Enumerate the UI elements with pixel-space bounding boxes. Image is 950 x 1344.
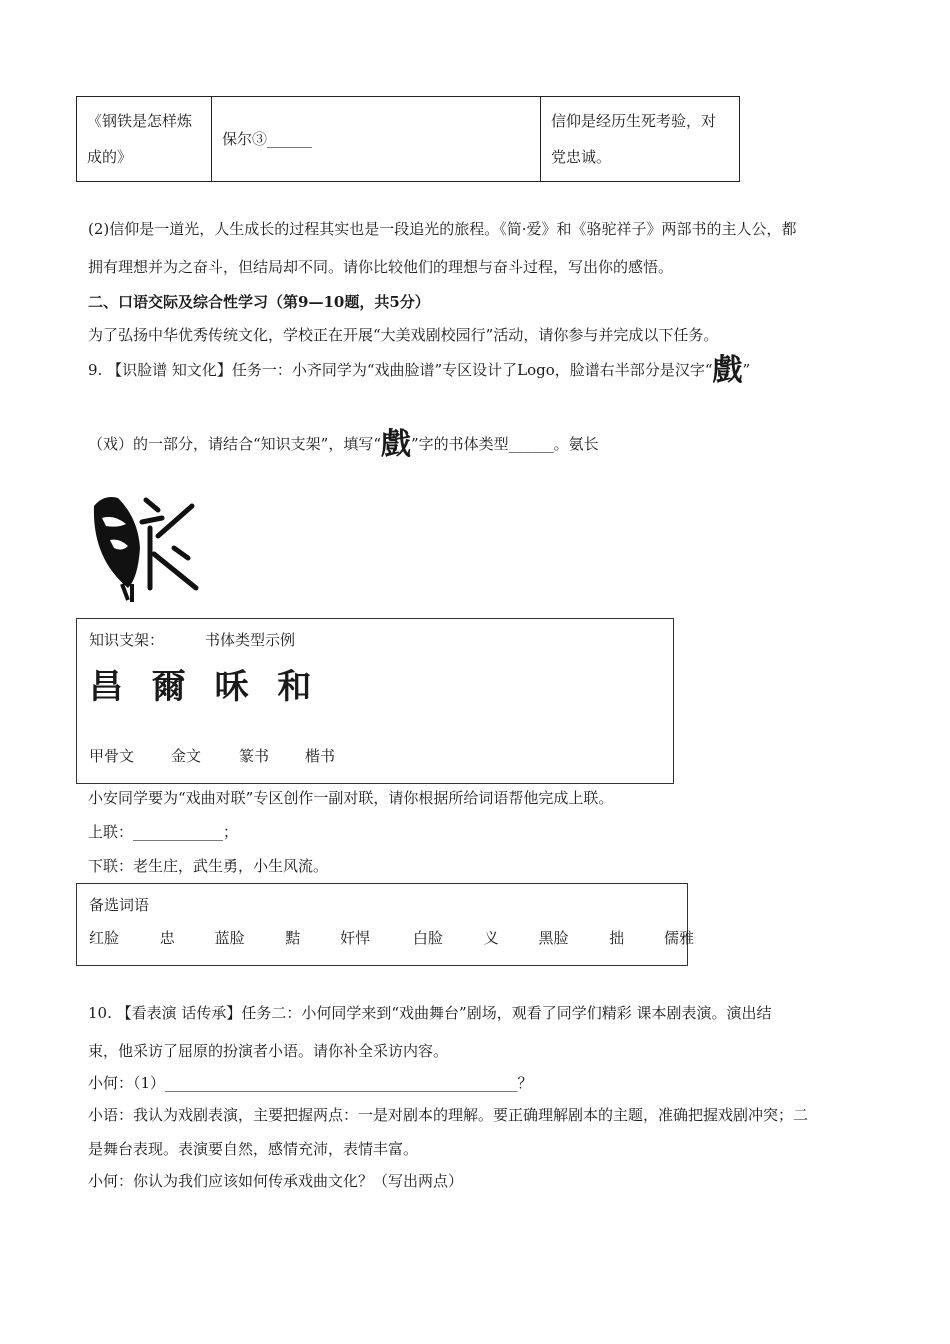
knowledge-title: 知识支架： bbox=[89, 631, 165, 649]
oracle-bone-sample: 昌 bbox=[89, 667, 123, 707]
q10-ask2: 小何：你认为我们应该如何传承戏曲文化？（写出两点） bbox=[88, 1172, 464, 1190]
q10-line2: 束，他采访了屈原的扮演者小语。请你补全采访内容。 bbox=[88, 1042, 449, 1060]
word-item: 白脸 bbox=[412, 929, 443, 947]
word-item: 黑脸 bbox=[538, 929, 569, 947]
opera-mask-icon bbox=[88, 488, 200, 604]
section2-heading: 二、口语交际及综合性学习（第9—10题，共5分） bbox=[88, 293, 430, 311]
word-item: 奸悍 bbox=[340, 929, 371, 947]
q9-line2 bbox=[88, 427, 599, 462]
word-item: 义 bbox=[483, 929, 499, 947]
word-bank-items bbox=[89, 927, 714, 948]
book-title-line2: 成的》 bbox=[87, 148, 133, 166]
knowledge-box bbox=[76, 618, 674, 784]
book-cell bbox=[77, 97, 212, 182]
book-table bbox=[76, 96, 740, 182]
word-item: 蓝脸 bbox=[214, 929, 245, 947]
seal-glyph-icon: 戲 bbox=[712, 353, 743, 388]
q9-line1 bbox=[88, 353, 751, 388]
word-bank-title: 备选词语 bbox=[89, 896, 150, 914]
word-item: 拙 bbox=[609, 929, 625, 947]
q8-2-line1: (2)信仰是一道光，人生成长的过程其实也是一段追光的旅程。《简·爱》和《骆驼祥子》两部书的主人公，都 bbox=[88, 220, 797, 238]
script-label-3: 篆书 bbox=[239, 747, 270, 765]
q10-line1: 10. 【看表演 话传承】任务二：小何同学来到“戏曲舞台”剧场，观看了同学们精彩 课本剧表演。演出结 bbox=[88, 1004, 772, 1022]
note-cell bbox=[541, 97, 740, 182]
q9-line1-suffix: ” bbox=[742, 361, 751, 379]
word-item: 忠 bbox=[159, 929, 175, 947]
script-label-1: 甲骨文 bbox=[89, 747, 135, 765]
opera-mask-logo bbox=[88, 488, 200, 604]
couplet-intro: 小安同学要为“戏曲对联”专区创作一副对联，请你根据所给词语帮他完成上联。 bbox=[88, 789, 614, 807]
q10-answer1-line1: 小语：我认为戏剧表演，主要把握两点：一是对剧本的理解。要正确理解剧本的主题，准确把握戏剧冲突；二 bbox=[88, 1106, 809, 1124]
q9-line2-suffix: ”字的书体类型______。氨长 bbox=[411, 435, 599, 453]
q10-ask1[interactable]: 小何：（1）_______________________________________________？ bbox=[88, 1074, 533, 1092]
seal-glyph-icon-2: 戲 bbox=[381, 427, 412, 462]
q10-answer1-line2: 是舞台表现。表演要自然，感情充沛，表情丰富。 bbox=[88, 1140, 419, 1158]
person-cell bbox=[212, 97, 541, 182]
word-item: 红脸 bbox=[89, 929, 120, 947]
word-bank-box bbox=[76, 883, 695, 966]
book-title-line1: 《钢铁是怎样炼 bbox=[87, 112, 193, 130]
section2-intro: 为了弘扬中华优秀传统文化，学校正在开展“大美戏剧校园行”活动，请你参与并完成以下任务。 bbox=[88, 326, 719, 344]
word-item: 儒雅 bbox=[664, 929, 695, 947]
q8-2-line2: 拥有理想并为之奋斗，但结局却不同。请你比较他们的理想与奋斗过程，写出你的感悟。 bbox=[88, 258, 674, 276]
seal-script-sample: 咊 bbox=[214, 667, 249, 707]
q9-line2-prefix: （戏）的一部分，请结合“知识支架”，填写“ bbox=[88, 435, 382, 453]
script-label-2: 金文 bbox=[171, 747, 202, 765]
script-samples bbox=[89, 659, 311, 708]
regular-script-sample: 和 bbox=[277, 667, 312, 707]
q9-line1-prefix: 9. 【识脸谱 知文化】任务一：小齐同学为“戏曲脸谱”专区设计了Logo，脸谱右半部分是汉字“ bbox=[88, 361, 713, 379]
script-label-4: 楷书 bbox=[305, 747, 336, 765]
word-item: 黠 bbox=[285, 929, 301, 947]
note-line1: 信仰是经历生死考验，对 bbox=[551, 112, 717, 130]
person-blank[interactable]: 保尔③______ bbox=[222, 130, 313, 148]
couplet-lower: 下联：老生庄，武生勇，小生风流。 bbox=[88, 857, 329, 875]
bronze-sample: 爾 bbox=[151, 667, 186, 707]
knowledge-subtitle: 书体类型示例 bbox=[205, 631, 296, 649]
note-line2: 党忠诚。 bbox=[551, 148, 612, 166]
couplet-upper[interactable]: 上联：____________； bbox=[88, 823, 239, 841]
